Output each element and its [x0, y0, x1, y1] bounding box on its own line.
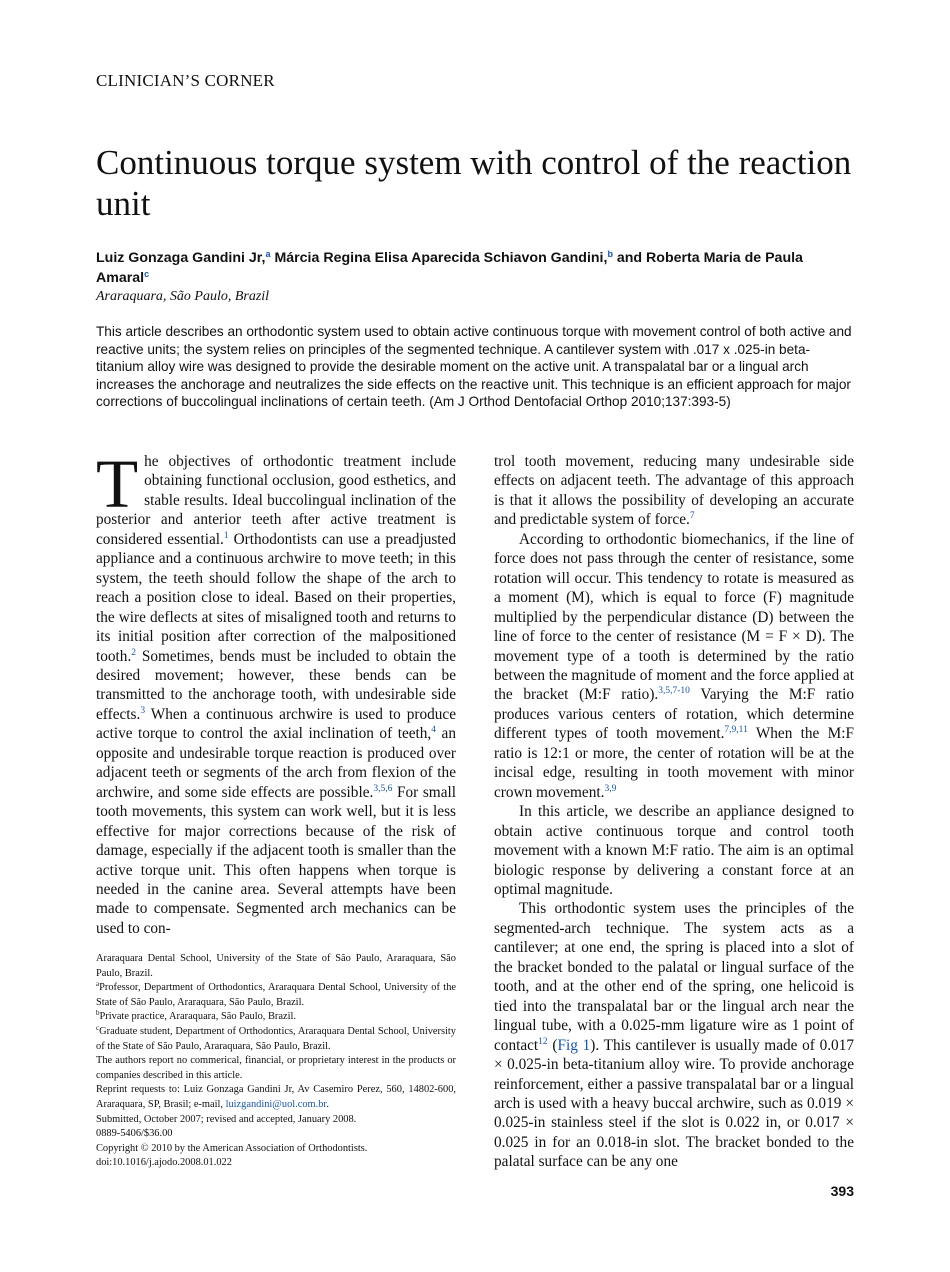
footnote-text: Araraquara Dental School, University of the State of São Paulo, Araraquara, São Paulo, Brazil. [96, 953, 456, 979]
article-title: Continuous torque system with control of the reaction unit [96, 143, 852, 223]
body-text: ). This cantilever is usually made of 0.017 × 0.025-in beta-titanium alloy wire. To provide anchorage reinforcement, either a passive transpalatal bar or a lingual arch is used with a heavy buccal archwire, such as 0.019 × 0.025-in stainless steel if the slot is 0.022 in, or 0.017 × 0.025 in for an 0.018-in slot. The bracket bonded to the palatal surface can be any one [494, 1036, 854, 1171]
body-text: he objectives of orthodontic treatment include obtaining functional occlusion, good esthetics, and stable results. Ideal buccolingual inclination of the posterior and anterior teeth after active treatment is considered essential. [96, 453, 456, 548]
author-name: Luiz Gonzaga Gandini Jr, [96, 250, 266, 266]
body-paragraph [494, 452, 854, 530]
author-affiliation-mark: a [265, 249, 271, 259]
citation-ref[interactable]: 3,5,6 [373, 783, 393, 794]
email-link[interactable]: luizgandini@uol.com.br [225, 1098, 327, 1110]
footnote-text: . [326, 1098, 329, 1110]
body-text: For small tooth movements, this system can work well, but it is less effective for major corrections because of the risk of damage, especially if the adjacent tooth is smaller than the active torque unit. This often happens when torque is needed in the canine area. Several attempts have been made to compensate. Segmented arch mechanics can be used to con- [96, 783, 456, 937]
author-affiliation-mark: b [607, 249, 613, 259]
body-text: Sometimes, bends must be included to obtain the desired movement; however, these bends can be transmitted to the anchorage tooth, with undesirable side effects. [96, 647, 456, 723]
footnote [96, 1113, 456, 1128]
footnote [96, 981, 456, 1010]
body-text: This orthodontic system uses the principles of the segmented-arch technique. The system acts as a cantilever; at one end, the spring is placed into a slot of the bracket bonded to the palatal or lingual surface of the tooth, and at the other end of the spring, one helicoid is tied into the transpalatal bar or the lingual arch near the lingual tube, with a 0.025-mm ligature wire as 1 point of contact [494, 900, 854, 1054]
body-text: trol tooth movement, reducing many undesirable side effects on adjacent teeth. The advantage of this approach is that it allows the possibility of developing an accurate and predictable system of force. [494, 453, 854, 529]
citation-ref[interactable]: 3,9 [604, 783, 617, 794]
affiliation: Araraquara, São Paulo, Brazil [96, 289, 270, 304]
footnote-mark: c [96, 1023, 100, 1032]
citation-ref[interactable]: 1 [223, 530, 229, 541]
body-column-right [494, 452, 854, 1172]
citation-ref[interactable]: 7,9,11 [724, 725, 748, 736]
body-paragraph [494, 899, 854, 1171]
footnote-mark: b [96, 1009, 100, 1018]
body-text: Orthodontists can use a preadjusted appliance and a continuous archwire to move teeth; in this system, the teeth should follow the shape of the arch to reach a position close to ideal. Based on their properties, the wire deflects at sites of misaligned tooth and returns to its initial position after correction of the malpositioned tooth. [96, 530, 456, 665]
footnote-text: Copyright © 2010 by the American Association of Orthodontists. [96, 1142, 368, 1154]
footnote-text: Graduate student, Department of Orthodontics, Araraquara Dental School, University of the State of São Paulo, Araraquara, São Paulo, Brazil. [96, 1025, 456, 1052]
section-label: CLINICIAN’S CORNER [96, 71, 275, 90]
author-name: and Roberta Maria de Paula Amaral [96, 250, 803, 286]
body-text: When a continuous archwire is used to produce active torque to control the axial inclination of teeth, [96, 705, 456, 743]
citation-ref[interactable]: 7 [689, 511, 695, 522]
citation-ref[interactable]: 4 [431, 725, 437, 736]
citation-ref[interactable]: 2 [131, 647, 137, 658]
body-text: ( [547, 1036, 558, 1054]
footnote-text: 0889-5406/$36.00 [96, 1128, 173, 1140]
footnote [96, 1142, 456, 1157]
footnote [96, 1025, 456, 1054]
footnote-text: Professor, Department of Orthodontics, Araraquara Dental School, University of the State of São Paulo, Araraquara, São Paulo, Brazil. [96, 982, 456, 1008]
body-text: In this article, we describe an appliance designed to obtain active continuous torque and control tooth movement with a known M:F ratio. The aim is an optimal biologic response by delivering a constant force at an optimal magnitude. [494, 803, 854, 898]
author-name: Márcia Regina Elisa Aparecida Schiavon Gandini, [270, 250, 608, 266]
footnote-text: Private practice, Araraquara, São Paulo, Brazil. [99, 1011, 296, 1023]
footnote [96, 1054, 456, 1083]
body-paragraph [96, 446, 456, 938]
body-paragraph [494, 530, 854, 802]
body-column-left [96, 446, 456, 938]
body-text: an opposite and undesirable torque reaction is produced over adjacent teeth or segments of the arch from flexion of the archwire, and some side effects are possible. [96, 725, 456, 801]
footnote-text: doi:10.1016/j.ajodo.2008.01.022 [96, 1157, 232, 1169]
author-affiliation-mark: c [144, 269, 150, 279]
footnote [96, 1127, 456, 1142]
body-text: According to orthodontic biomechanics, if the line of force does not pass through the center of resistance, some rotation will occur. This tendency to rotate is measured as a moment (M), which is equal to force (F) magnitude multiplied by the perpendicular distance (D) between the line of force to the center of resistance (M = F × D). The movement type of a tooth is determined by the ratio between the magnitude of moment and the force applied at the bracket (M:F ratio). [494, 530, 854, 704]
abstract: This article describes an orthodontic system used to obtain active continuous torque with movement control of both active and reactive units; the system relies on principles of the segmented technique. A cantilever system with .017 x .025-in beta-titanium alloy wire was designed to provide the desirable moment on the active unit. A transpalatal bar or a lingual arch increases the anchorage and neutralizes the side effects on the reactive unit. This technique is an efficient approach for major corrections of buccolingual inclinations of certain teeth. (Am J Orthod Dentofacial Orthop 2010;137:393-5) [96, 324, 852, 410]
footnote [96, 1010, 456, 1025]
footnote [96, 1083, 456, 1112]
footnote [96, 1156, 456, 1171]
citation-ref[interactable]: 3,5,7-10 [658, 686, 690, 697]
citation-ref[interactable]: 12 [538, 1036, 548, 1047]
page-number: 393 [830, 1183, 854, 1199]
body-paragraph [494, 802, 854, 899]
body-text: Varying the M:F ratio produces various centers of rotation, which determine different types of tooth movement. [494, 686, 855, 743]
footnote-text: Submitted, October 2007; revised and accepted, January 2008. [96, 1113, 357, 1125]
author-list [96, 248, 856, 288]
body-text: When the M:F ratio is 12:1 or more, the center of rotation will be at the incisal edge, resulting in tooth movement with minor crown movement. [494, 725, 854, 801]
drop-cap: T [96, 446, 139, 522]
footnote-text: The authors report no commerical, financial, or proprietary interest in the products or companies described in this article. [96, 1055, 456, 1081]
footnote-text: Reprint requests to: Luiz Gonzaga Gandini Jr, Av Casemiro Perez, 560, 14802-600, Araraquara, SP, Brasil; e-mail, [96, 1084, 456, 1110]
footnote [96, 952, 456, 981]
citation-ref[interactable]: 3 [140, 705, 146, 716]
footnote-mark: a [96, 980, 100, 989]
figure-link[interactable]: Fig 1 [557, 1036, 591, 1054]
footnotes [96, 952, 456, 1171]
